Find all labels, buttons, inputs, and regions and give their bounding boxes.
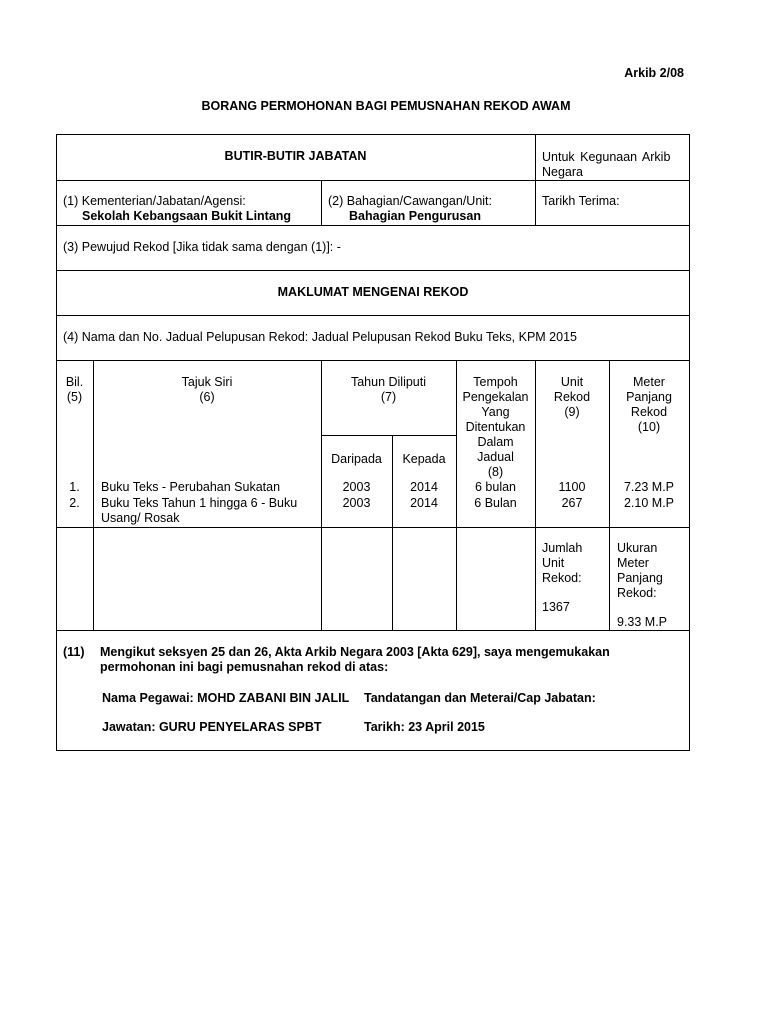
header-tempoh: Tempoh Pengekalan Yang Ditentukan Dalam Jadual (8) (462, 375, 529, 479)
declaration-number: (11) (63, 645, 85, 659)
row-tempoh: 6 bulan (474, 480, 516, 494)
officer-name: Nama Pegawai: MOHD ZABANI BIN JALIL (102, 691, 350, 705)
office-use-label: Untuk Kegunaan Arkib Negara (542, 150, 671, 179)
page-title: BORANG PERMOHONAN BAGI PEMUSNAHAN REKOD AWAM (201, 99, 571, 113)
row-daripada: 2003 (342, 480, 371, 494)
form-code: Arkib 2/08 (624, 66, 684, 80)
total-unit-label: Jumlah Unit Rekod: (542, 541, 583, 585)
record-creator-label: (3) Pewujud Rekod [Jika tidak sama dengan (1)]: - (63, 240, 341, 254)
row-kepada: 2014 (410, 496, 438, 510)
row-tajuk: Buku Teks Tahun 1 hingga 6 - Buku Usang/ Rosak (101, 496, 298, 525)
header-tajuk-siri: Tajuk Siri (6) (181, 375, 233, 404)
header-unit-rekod: Unit Rekod (9) (553, 375, 591, 419)
row-daripada: 2003 (342, 496, 371, 510)
received-date-label: Tarikh Terima: (542, 194, 620, 208)
division-label: (2) Bahagian/Cawangan/Unit: (328, 194, 492, 208)
row-bil: 1. (69, 480, 80, 494)
total-unit-value: 1367 (542, 600, 570, 614)
header-kepada: Kepada (402, 452, 446, 466)
row-unit: 1100 (558, 480, 586, 494)
row-meter: 7.23 M.P (623, 480, 675, 494)
header-tahun-diliputi: Tahun Diliputi (7) (350, 375, 427, 404)
declaration-date: Tarikh: 23 April 2015 (364, 720, 485, 734)
row-tajuk: Buku Teks - Perubahan Sukatan (101, 480, 281, 494)
row-tempoh: 6 Bulan (474, 496, 517, 510)
header-daripada: Daripada (331, 452, 382, 466)
records-heading: MAKLUMAT MENGENAI REKOD (277, 285, 469, 299)
schedule-line: (4) Nama dan No. Jadual Pelupusan Rekod: Jadual Pelupusan Rekod Buku Teks, KPM 2015 (63, 330, 577, 344)
row-bil: 2. (69, 496, 80, 510)
division-value: Bahagian Pengurusan (349, 209, 481, 223)
signature-label: Tandatangan dan Meterai/Cap Jabatan: (364, 691, 596, 705)
dept-heading: BUTIR-BUTIR JABATAN (224, 149, 367, 163)
total-meter-label: Ukuran Meter Panjang Rekod: (617, 541, 663, 600)
row-kepada: 2014 (410, 480, 438, 494)
row-unit: 267 (561, 496, 583, 510)
total-meter-value: 9.33 M.P (617, 615, 668, 629)
ministry-value: Sekolah Kebangsaan Bukit Lintang (82, 209, 292, 223)
officer-position: Jawatan: GURU PENYELARAS SPBT (102, 720, 322, 734)
row-meter: 2.10 M.P (623, 496, 675, 510)
declaration-text: Mengikut seksyen 25 dan 26, Akta Arkib Negara 2003 [Akta 629], saya mengemukakan permohonan ini bagi pemusnahan rekod di atas: (100, 645, 610, 674)
header-meter-panjang: Meter Panjang Rekod (10) (626, 375, 672, 434)
ministry-label: (1) Kementerian/Jabatan/Agensi: (63, 194, 246, 208)
header-bil: Bil. (5) (65, 375, 84, 404)
